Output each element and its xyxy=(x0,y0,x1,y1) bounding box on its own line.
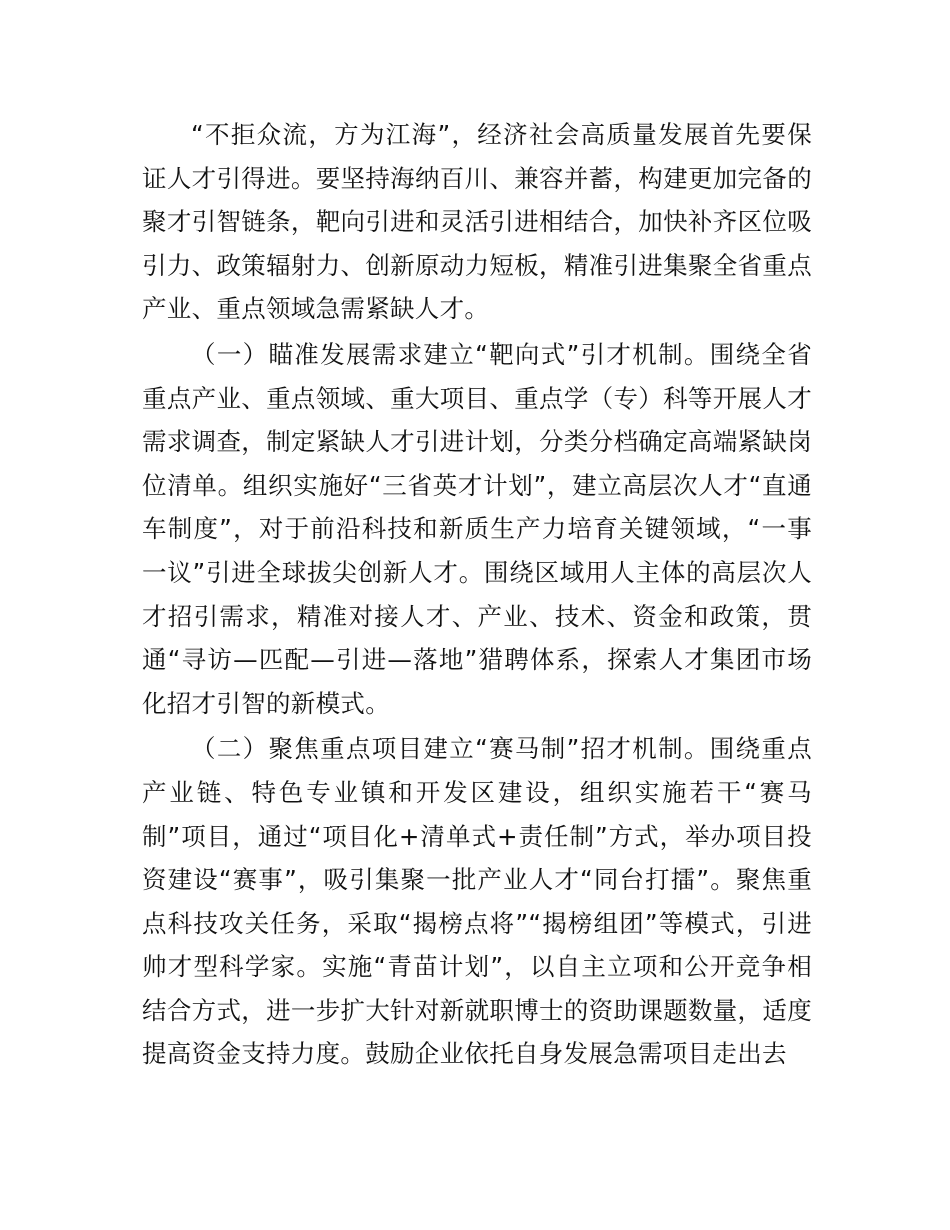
paragraph-intro: “不拒众流，方为江海”，经济社会高质量发展首先要保证人才引得进。要坚持海纳百川、兼容并蓄，构建更加完备的聚才引智链条，靶向引进和灵活引进相结合，加快补齐区位吸引力、政策辐射力、创新原动力短板，精准引进集聚全省重点产业、重点领域急需紧缺人才。 xyxy=(142,120,812,324)
document-body xyxy=(142,113,812,1078)
paragraph-section-1: （一）瞄准发展需求建立“靶向式”引才机制。围绕全省重点产业、重点领域、重大项目、重点学（专）科等开展人才需求调查，制定紧缺人才引进计划，分类分档确定高端紧缺岗位清单。组织实施好“三省英才计划”，建立高层次人才“直通车制度”，对于前沿科技和新质生产力培育关键领域，“一事一议”引进全球拔尖创新人才。围绕区域用人主体的高层次人才招引需求，精准对接人才、产业、技术、资金和政策，贯通“寻访—匹配—引进—落地”猎聘体系，探索人才集团市场化招才引智的新模式。 xyxy=(142,339,812,718)
paragraph-section-2: （二）聚焦重点项目建立“赛马制”招才机制。围绕重点产业链、特色专业镇和开发区建设，组织实施若干“赛马制”项目，通过“项目化+清单式+责任制”方式，举办项目投资建设“赛事”，吸引集聚一批产业人才“同台打擂”。聚焦重点科技攻关任务，采取“揭榜点将”“揭榜组团”等模式，引进帅才型科学家。实施“青苗计划”，以自主立项和公开竞争相结合方式，进一步扩大针对新就职博士的资助课题数量，适度提高资金支持力度。鼓励企业依托自身发展急需项目走出去 xyxy=(142,734,812,1069)
